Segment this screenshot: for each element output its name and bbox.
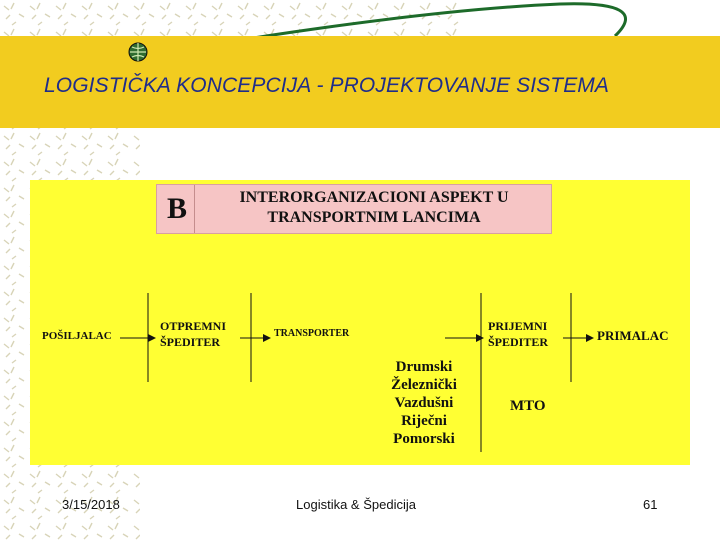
sender-label: POŠILJALAC [42,330,112,342]
section-title-line1: INTERORGANIZACIONI ASPEKT U [239,189,509,206]
incoming-forwarder-line1: PRIJEMNI [488,319,548,333]
footer-date: 3/15/2018 [62,497,120,512]
mode-road: Drumski [395,359,453,375]
outgoing-forwarder-label [160,318,226,350]
mto-label: MTO [510,398,546,414]
footer-course: Logistika & Špedicija [296,497,416,512]
mode-air: Vazdušni [394,395,454,411]
incoming-forwarder-line2: ŠPEDITER [488,335,549,349]
transporter-label: TRANSPORTER [274,328,350,339]
outgoing-forwarder-line2: ŠPEDITER [160,335,221,349]
section-title-line2: TRANSPORTNIM LANCIMA [267,209,481,226]
mode-rail: Železnički [391,377,457,393]
mode-sea: Pomorski [393,431,455,447]
section-letter: B [166,192,187,225]
receiver-label: PRIMALAC [597,328,669,343]
slide-title: LOGISTIČKA KONCEPCIJA - PROJEKTOVANJE SISTEMA [44,74,610,97]
transport-modes [372,358,476,448]
incoming-forwarder-label [488,318,548,350]
page-number: 61 [643,497,658,512]
outgoing-forwarder-line1: OTPREMNI [160,319,226,333]
mode-river: Riječni [401,413,447,429]
